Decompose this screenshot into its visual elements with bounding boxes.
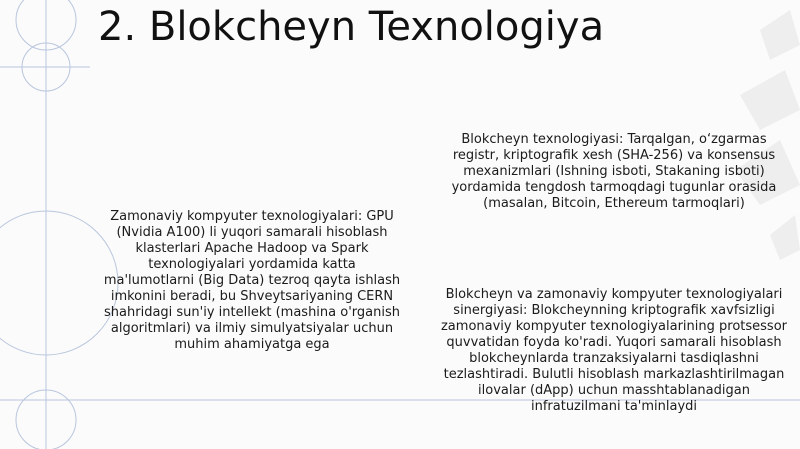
right-top-text-block: Blokcheyn texnologiyasi: Tarqalgan, o‘zgarmas registr, kriptografik xesh (SHA-256) va konsensus mexanizmlari (Ishning isboti, Stakaning isboti) yordamida tengdosh tarmoqdagi tugunlar orasida (masalan, Bitcoin, Ethereum tarmoqlari) [451, 132, 777, 211]
right-bottom-text-block: Blokcheyn va zamonaviy kompyuter texnologiyalari sinergiyasi: Blokcheynning kriptografik xavfsizligi zamonaviy kompyuter texnologiyalarining protsessor quvvatidan foyda ko'radi. Yuqori samarali hisoblash blokcheynlarda tranzaksiyalarni tasdiqlashni tezlashtiradi. Bulutli hisoblash markazlashtirilmagan ilovalar (dApp) uchun masshtablanadigan infratuzilmani ta'minlaydi [440, 287, 787, 414]
left-text-block: Zamonaviy kompyuter texnologiyalari: GPU (Nvidia A100) li yuqori samarali hisoblash klasterlari Apache Hadoop va Spark texnologiyalari yordamida katta ma'lumotlarni (Big Data) tezroq qayta ishlash imkonini beradi, bu Shveytsariyaning CERN shahridagi sun'iy intellekt (mashina o'rganish algoritmlari) va ilmiy simulyatsiyalar uchun muhim ahamiyatga ega [103, 209, 401, 352]
slide-title: 2. Blokcheyn Texnologiya [98, 4, 605, 50]
big-circle [0, 211, 118, 355]
